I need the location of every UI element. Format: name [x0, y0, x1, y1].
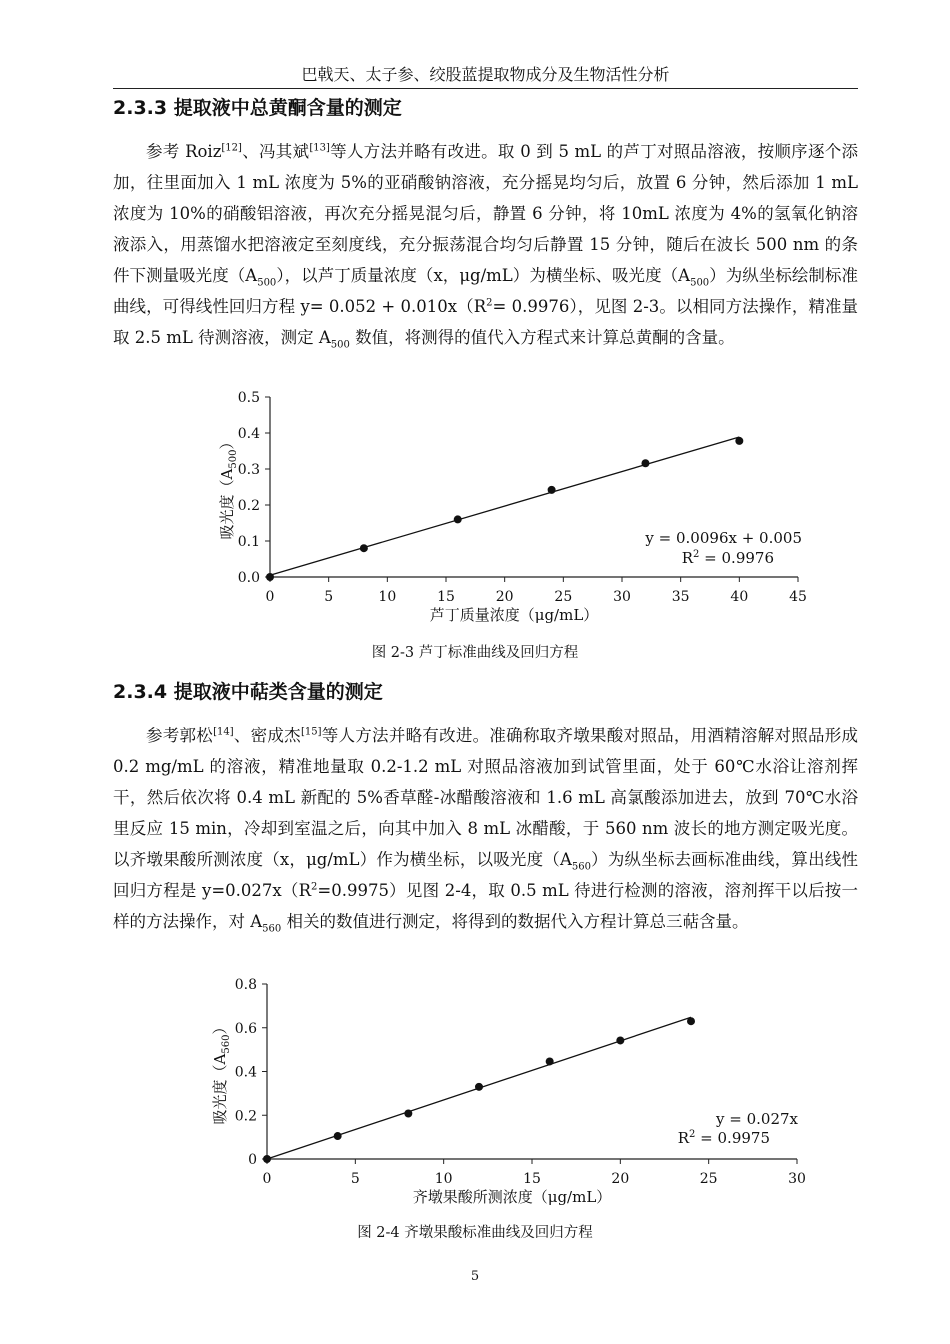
y-axis-label-text: 吸光度（A — [211, 1053, 229, 1125]
subscript: 500 — [330, 339, 350, 351]
data-point — [546, 1057, 554, 1065]
y-tick-label: 0.5 — [237, 390, 260, 406]
section-heading-2-3-3: 2.3.3 提取液中总黄酮含量的测定 — [113, 97, 402, 119]
y-tick-label: 0.8 — [234, 977, 257, 993]
para-text: = 0.9976），见图 2-3。以相同方法操作，精准量取 2.5 mL 待测溶液，测定 A — [113, 297, 859, 347]
para-text: 相关的数值进行测定，将得到的数据代入方程计算总三萜含量。 — [281, 912, 749, 931]
x-axis-label: 芦丁质量浓度（μg/mL） — [429, 606, 599, 624]
superscript: 2 — [486, 297, 493, 309]
data-point — [404, 1110, 412, 1118]
r-squared — [682, 549, 774, 567]
y-axis-label-subscript: 560 — [221, 1034, 232, 1054]
x-tick-label: 0 — [265, 589, 275, 605]
y-tick-label: 0 — [248, 1152, 257, 1168]
x-tick-label: 40 — [730, 589, 749, 605]
r-squared-value: = 0.9975 — [695, 1129, 770, 1147]
y-axis-label-end: ） — [211, 1019, 229, 1035]
r-squared-superscript: 2 — [693, 549, 700, 560]
paragraph-triterpenoids — [113, 720, 858, 937]
figure-caption: 图 2-4 齐墩果酸标准曲线及回归方程 — [357, 1225, 593, 1241]
data-point — [616, 1036, 624, 1044]
x-tick-label: 15 — [437, 589, 455, 605]
y-axis-label-subscript: 500 — [228, 449, 239, 469]
citation: [14] — [213, 726, 234, 738]
x-tick-label: 10 — [434, 1171, 453, 1187]
x-tick-label: 20 — [495, 589, 514, 605]
regression-equation: y = 0.0096x + 0.005 — [645, 529, 802, 547]
x-tick-label: 35 — [671, 589, 690, 605]
y-axis-label — [211, 1020, 232, 1125]
citation: [12] — [221, 142, 242, 154]
x-tick-label: 0 — [262, 1171, 272, 1187]
para-text: 参考郭松 — [146, 726, 214, 745]
r-squared-superscript: 2 — [689, 1129, 696, 1140]
para-text: ），以芦丁质量浓度（x，μg/mL）为横坐标、吸光度（A — [276, 266, 691, 285]
x-tick-label: 25 — [554, 589, 573, 605]
data-point — [334, 1132, 342, 1140]
y-tick-label: 0.0 — [237, 570, 260, 586]
subscript: 560 — [571, 861, 591, 873]
subscript: 500 — [257, 277, 277, 289]
y-tick-label: 0.4 — [237, 426, 260, 442]
y-tick-label: 0.2 — [237, 498, 260, 514]
data-point — [360, 544, 368, 552]
x-tick-label: 30 — [613, 589, 631, 605]
para-text: =0.9975）见图 2-4，取 0.5 mL 待进行检测的溶液，溶剂挥干以后按一样的方法操作，对 A — [113, 881, 859, 931]
r-squared — [678, 1129, 770, 1147]
x-tick-label: 5 — [324, 589, 334, 605]
data-point — [735, 437, 743, 445]
citation: [15] — [300, 726, 322, 738]
x-tick-label: 45 — [789, 589, 807, 605]
para-text: 数值，将测得的值代入方程式来计算总黄酮的含量。 — [349, 328, 735, 347]
data-point — [266, 573, 274, 581]
y-tick-label: 0.3 — [237, 462, 260, 478]
x-axis-label: 齐墩果酸所测浓度（μg/mL） — [412, 1188, 612, 1206]
data-point — [641, 459, 649, 467]
y-tick-label: 0.1 — [237, 534, 260, 550]
para-text: ）为纵坐标绘制标准曲线，可得线性回归方程 y= 0.052 + 0.010x（R — [113, 266, 858, 316]
paragraph-total-flavonoids — [113, 136, 858, 353]
chart-rutin-standard-curve — [0, 385, 950, 635]
para-text: 参考 Roiz — [146, 142, 222, 161]
y-axis-label-end: ） — [218, 434, 236, 450]
data-point — [687, 1017, 695, 1025]
page-number: 5 — [470, 1269, 480, 1284]
x-tick-label: 15 — [523, 1171, 541, 1187]
chart-oleanolic-acid-standard-curve — [0, 970, 950, 1215]
r-squared-symbol: R — [681, 549, 694, 567]
y-tick-label: 0.2 — [234, 1108, 257, 1125]
figure-caption: 图 2-3 芦丁标准曲线及回归方程 — [371, 645, 579, 661]
para-text: 、冯其斌 — [241, 142, 310, 161]
x-tick-label: 25 — [699, 1171, 718, 1187]
para-text: 等人方法并略有改进。准确称取齐墩果酸对照品，用酒精溶解对照品形成 0.2 mg/mL 的溶液，精准地量取 0.2-1.2 mL 对照品溶液加到试管里面，处于 60℃水浴让溶剂挥干，然后依次将 0.4 mL 新配的 5%香草醛-冰醋酸溶液和 1.6 mL 高氯酸添加进去，放到 70℃水浴里反应 15 min，冷却到室温之后，向其中加入 8 mL 冰醋酸，于 560 nm 波长的地方测定吸光度。以齐墩果酸所测浓度（x，μg/mL）作为横坐标，以吸光度（A — [113, 726, 859, 869]
y-tick-label: 0.4 — [234, 1064, 257, 1081]
data-point — [475, 1083, 483, 1091]
x-tick-label: 10 — [378, 589, 397, 605]
para-text: ）为纵坐标去画标准曲线，算出线性回归方程是 y=0.027x（R — [113, 850, 859, 900]
data-point — [454, 515, 462, 523]
header-rule — [113, 88, 858, 89]
x-tick-label: 20 — [611, 1171, 630, 1187]
superscript: 2 — [311, 881, 318, 893]
y-tick-label: 0.6 — [234, 1020, 257, 1037]
para-text: 、密成杰 — [233, 726, 301, 745]
data-point — [263, 1155, 271, 1163]
para-text: 等人方法并略有改进。取 0 到 5 mL 的芦丁对照品溶液，按顺序逐个添加，往里面加入 1 mL 浓度为 5%的亚硝酸钠溶液，充分摇晃均匀后，放置 6 分钟，然后添加 1 mL 浓度为 10%的硝酸铝溶液，再次充分摇晃混匀后，静置 6 分钟，将 10mL 浓度为 4%的氢氧化钠溶液添入，用蒸馏水把溶液定至刻度线，充分振荡混合均匀后静置 15 分钟，随后在波长 500 nm 的条件下测量吸光度（A — [113, 142, 859, 285]
x-tick-label: 30 — [788, 1171, 806, 1187]
r-squared-symbol: R — [677, 1129, 690, 1147]
regression-equation: y = 0.027x — [716, 1110, 798, 1128]
y-axis-label — [218, 435, 239, 540]
subscript: 500 — [690, 277, 710, 289]
regression-line — [270, 437, 739, 575]
x-tick-label: 5 — [350, 1171, 360, 1187]
subscript: 560 — [262, 923, 282, 935]
section-heading-2-3-4: 2.3.4 提取液中萜类含量的测定 — [113, 681, 383, 703]
running-header: 巴戟天、太子参、绞股蓝提取物成分及生物活性分析 — [301, 65, 670, 84]
data-point — [548, 486, 556, 494]
y-axis-label-text: 吸光度（A — [218, 468, 236, 540]
citation: [13] — [309, 142, 330, 154]
r-squared-value: = 0.9976 — [699, 549, 774, 567]
